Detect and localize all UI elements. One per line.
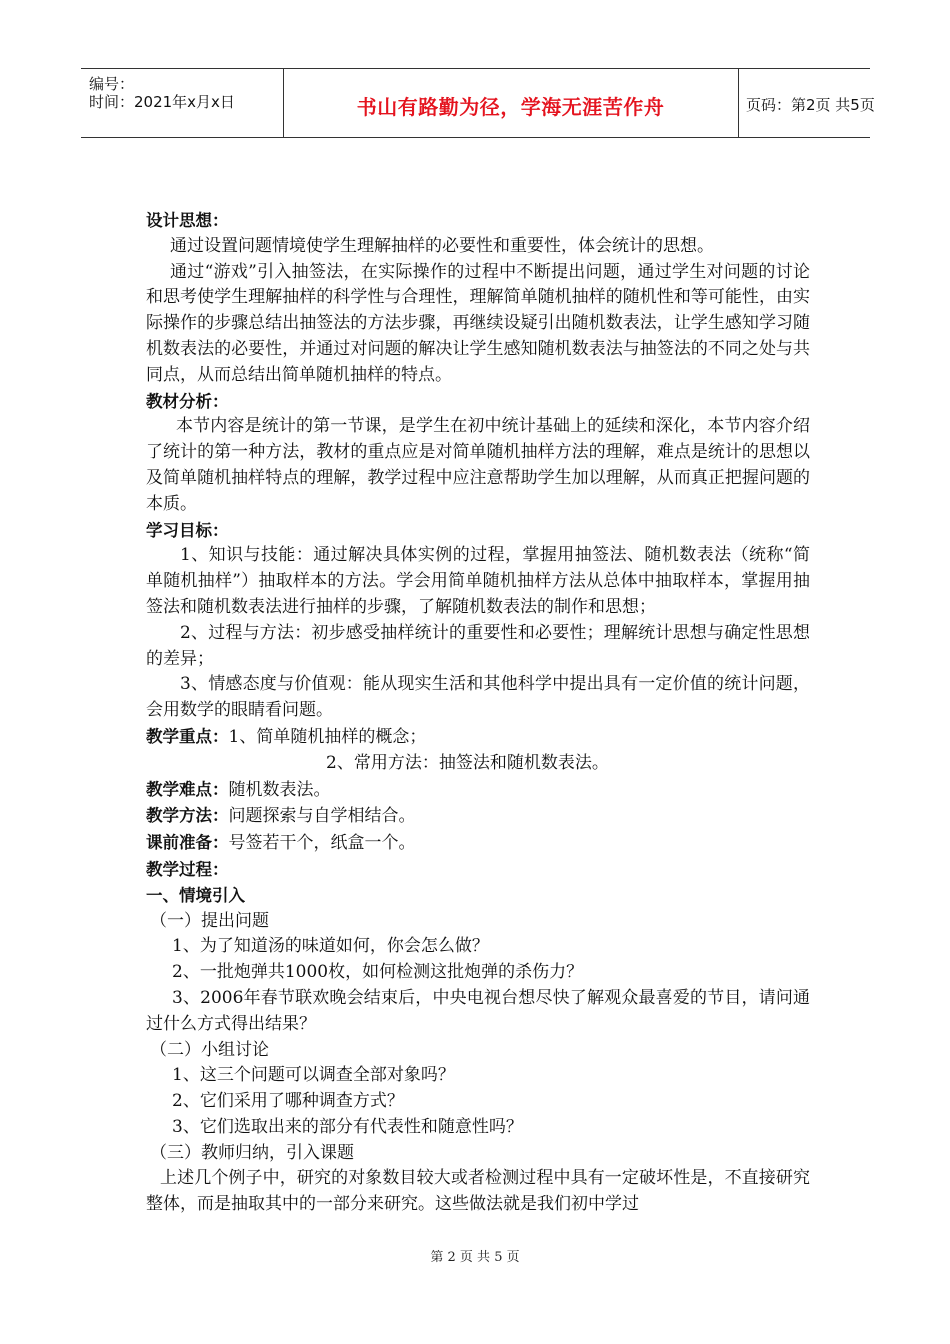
question-1: 1、为了知道汤的味道如何，你会怎么做？	[172, 936, 489, 957]
design-title: 设计思想：	[146, 211, 229, 230]
header-info-cell	[81, 69, 284, 137]
goals-title: 学习目标：	[146, 520, 229, 540]
analysis-title: 教材分析：	[146, 391, 229, 411]
page-label: 页码：第2页 共5页	[746, 96, 875, 114]
header-motto-cell	[283, 69, 739, 137]
method-label: 教学方法：	[146, 806, 229, 826]
prep-label: 课前准备：	[146, 833, 229, 853]
goal-item-2: 2、过程与方法：初步感受抽样统计的重要性和必要性；理解统计思想与确定性思想的差异；	[146, 622, 810, 669]
discussion-3: 3、它们选取出来的部分有代表性和随意性吗？	[172, 1116, 523, 1137]
motto: 书山有路勤为径，学海无涯苦作舟	[356, 95, 665, 119]
prep-line	[146, 830, 810, 857]
method-line	[146, 803, 810, 830]
design-paragraph-1: 通过设置问题情境使学生理解抽样的必要性和重要性，体会统计的思想。	[170, 235, 714, 256]
keypoint-1: 1、简单随机抽样的概念；	[228, 726, 427, 747]
method-text: 问题探索与自学相结合。	[228, 806, 416, 827]
keypoints-label: 教学重点：	[146, 726, 229, 746]
discussion-2: 2、它们采用了哪种调查方式？	[172, 1091, 404, 1112]
process-title: 教学过程：	[146, 859, 229, 879]
prep-text: 号签若干个，纸盒一个。	[228, 833, 416, 854]
keypoint-2: 2、常用方法：抽签法和随机数表法。	[326, 752, 609, 773]
process-sub-2: （二）小组讨论	[150, 1039, 269, 1060]
number-label: 编号：	[89, 75, 135, 93]
date-label: 时间：2021年x月x日	[89, 93, 235, 111]
page-header	[81, 68, 875, 138]
question-2: 2、一批炮弹共1000枚，如何检测这批炮弹的杀伤力？	[172, 962, 584, 983]
difficulty-label: 教学难点：	[146, 779, 229, 799]
goal-item-3: 3、情感态度与价值观：能从现实生活和其他科学中提出具有一定价值的统计问题，会用数学的眼睛看问题。	[146, 674, 810, 721]
difficulty-text: 随机数表法。	[228, 779, 331, 800]
analysis-paragraph: 本节内容是统计的第一节课，是学生在初中统计基础上的延续和深化，本节内容介绍了统计的第一种方法，教材的重点应是对简单随机抽样方法的理解，难点是统计的思想以及简单随机抽样特点的理解，教学过程中应注意帮助学生加以理解，从而真正把握问题的本质。	[146, 416, 810, 514]
header-page-cell	[738, 69, 875, 137]
goal-item-1: 1、知识与技能：通过解决具体实例的过程，掌握用抽签法、随机数表法（统称“简单随机抽样”）抽取样本的方法。学会用简单随机抽样方法从总体中抽取样本，掌握用抽签法和随机数表法进行抽样的步骤，了解随机数表法的制作和思想；	[146, 545, 810, 617]
keypoints-line-1	[146, 724, 810, 751]
process-part-1: 一、情境引入	[146, 885, 245, 905]
process-sub-3: （三）教师归纳，引入课题	[150, 1142, 354, 1163]
page-footer: 第 2 页 共 5 页	[430, 1250, 520, 1265]
discussion-1: 1、这三个问题可以调查全部对象吗？	[172, 1065, 455, 1086]
process-sub-1: （一）提出问题	[150, 910, 269, 931]
conclusion-paragraph: 上述几个例子中，研究的对象数目较大或者检测过程中具有一定破坏性是，不直接研究整体，而是抽取其中的一部分来研究。这些做法就是我们初中学过	[146, 1168, 810, 1215]
difficulty-line	[146, 777, 810, 804]
document-body	[146, 208, 810, 1218]
design-paragraph-2: 通过“游戏”引入抽签法，在实际操作的过程中不断提出问题，通过学生对问题的讨论和思考使学生理解抽样的科学性与合理性，理解简单随机抽样的随机性和等可能性，由实际操作的步骤总结出抽签法的方法步骤，再继续设疑引出随机数表法，让学生感知学习随机数表法的必要性，并通过对问题的解决让学生感知随机数表法与抽签法的不同之处与共同点，从而总结出简单随机抽样的特点。	[146, 261, 810, 385]
question-3: 3、2006年春节联欢晚会结束后，中央电视台想尽快了解观众最喜爱的节目，请问通过什么方式得出结果？	[146, 987, 810, 1034]
